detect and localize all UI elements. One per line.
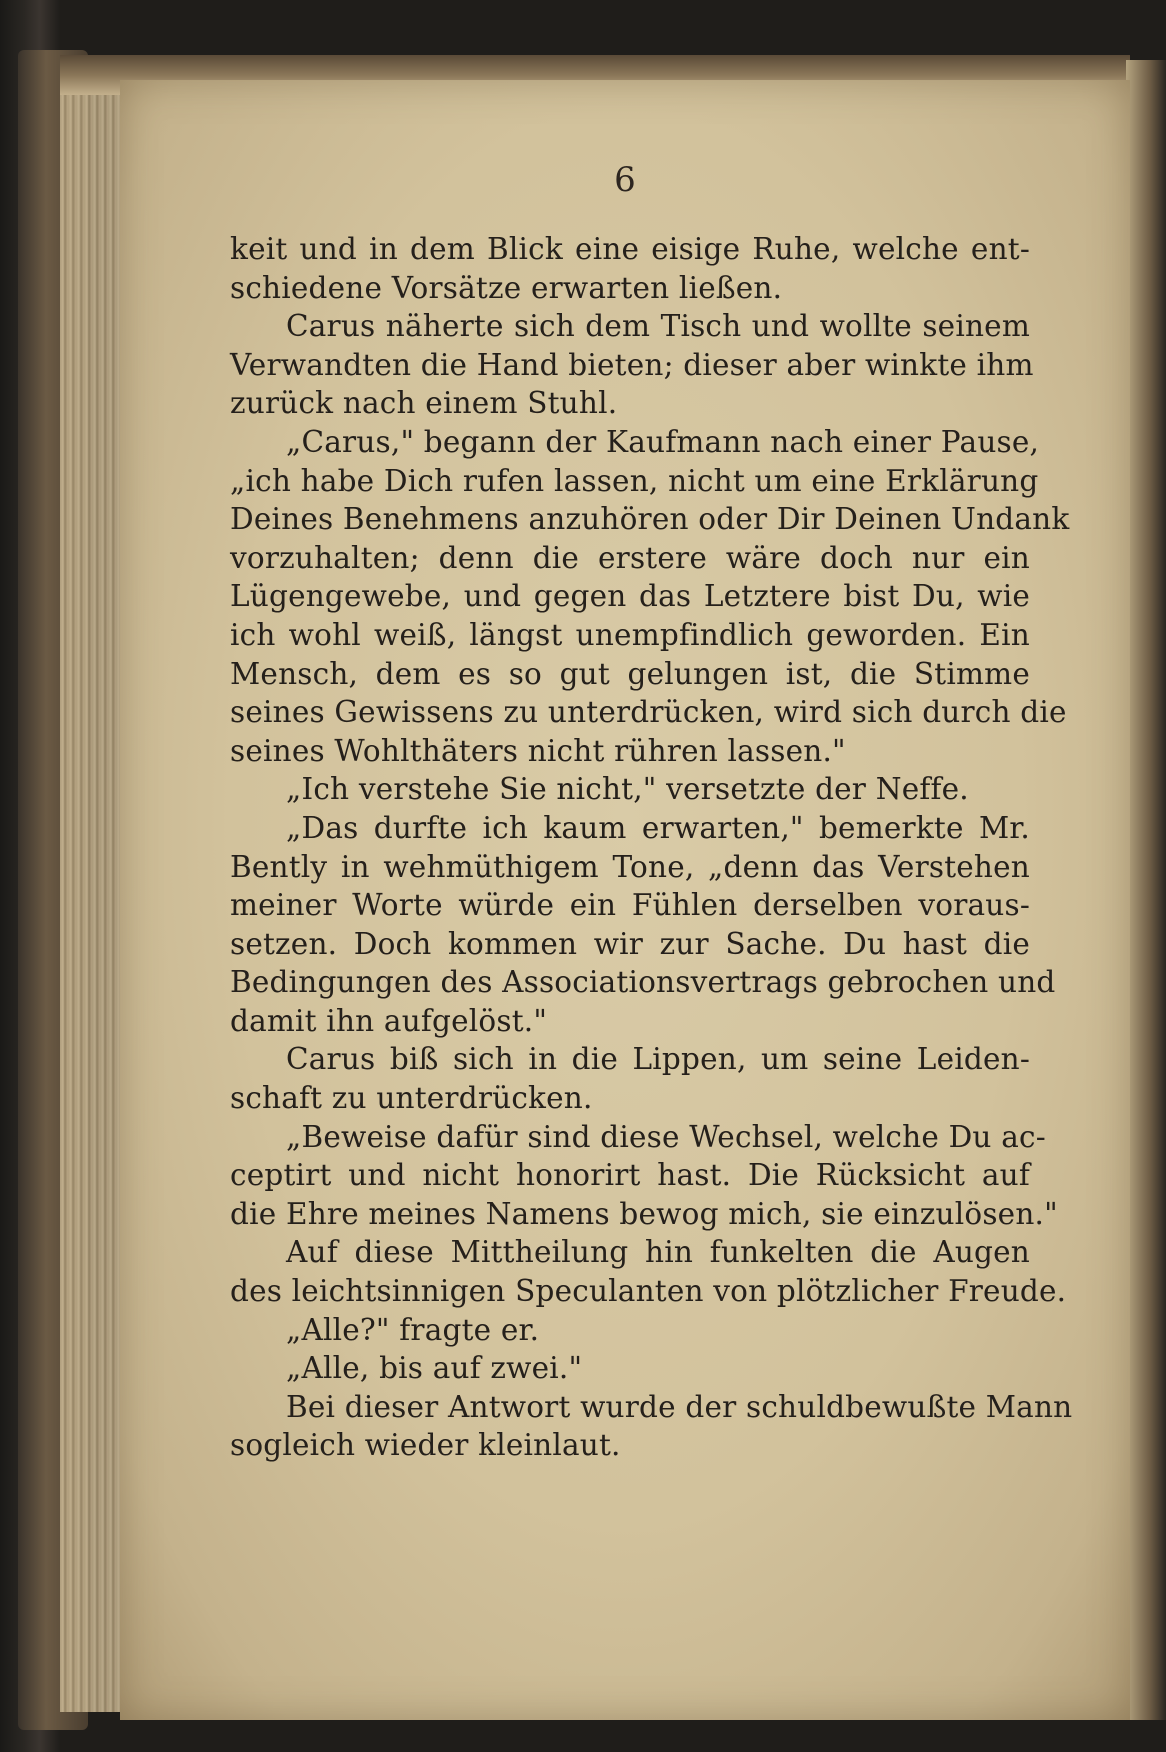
text-line: „Alle?" fragte er.	[286, 1312, 540, 1347]
text-line: Carus näherte sich dem Tisch und wollte seinem	[286, 309, 1030, 344]
text-line: ceptirt und nicht honorirt hast. Die Rücksicht auf	[230, 1158, 1030, 1193]
text-line: „Das durfte ich kaum erwarten," bemerkte Mr.	[286, 810, 1030, 845]
text-line: „Alle, bis auf zwei."	[286, 1351, 583, 1386]
text-line: Bedingungen des Associationsvertrags gebrochen und	[230, 965, 1056, 1000]
text-line: Bently in wehmüthigem Tone, „denn das Verstehen	[230, 849, 1030, 884]
text-line: des leichtsinnigen Speculanten von plötzlicher Freude.	[230, 1274, 1067, 1309]
text-line: Auf diese Mittheilung hin funkelten die Augen	[286, 1235, 1030, 1270]
text-line: „Ich verstehe Sie nicht," versetzte der Neffe.	[286, 772, 969, 807]
page-text	[230, 230, 1073, 1465]
text-line: Bei dieser Antwort wurde der schuldbewußte Mann	[286, 1389, 1073, 1424]
text-line: „Carus," begann der Kaufmann nach einer Pause,	[286, 424, 1040, 459]
page-number: 6	[614, 160, 636, 200]
text-line: damit ihn aufgelöst."	[230, 1003, 548, 1038]
text-line: setzen. Doch kommen wir zur Sache. Du hast die	[230, 926, 1030, 961]
text-line: schiedene Vorsätze erwarten ließen.	[230, 270, 783, 305]
text-line: „Beweise dafür sind diese Wechsel, welche Du ac-	[286, 1119, 1046, 1154]
text-line: Carus biß sich in die Lippen, um seine Leiden-	[286, 1042, 1030, 1077]
text-line: Verwandten die Hand bieten; dieser aber winkte ihm	[230, 347, 1034, 382]
text-line: Mensch, dem es so gut gelungen ist, die Stimme	[230, 656, 1030, 691]
text-line: „ich habe Dich rufen lassen, nicht um eine Erklärung	[230, 463, 1039, 498]
text-line: seines Gewissens zu unterdrücken, wird sich durch die	[230, 695, 1067, 730]
text-line: sogleich wieder kleinlaut.	[230, 1428, 621, 1463]
text-line: Deines Benehmens anzuhören oder Dir Deinen Undank	[230, 502, 1070, 537]
text-line: die Ehre meines Namens bewog mich, sie einzulösen."	[230, 1196, 1058, 1231]
text-line: keit und in dem Blick eine eisige Ruhe, welche ent-	[230, 232, 1030, 266]
text-line: zurück nach einem Stuhl.	[230, 386, 618, 421]
book-cover-right-edge	[1126, 60, 1166, 1720]
text-line: vorzuhalten; denn die erstere wäre doch nur ein	[230, 540, 1030, 575]
text-line: seines Wohlthäters nicht rühren lassen."	[230, 733, 846, 768]
text-line: ich wohl weiß, längst unempfindlich geworden. Ein	[230, 617, 1030, 652]
text-line: Lügengewebe, und gegen das Letztere bist Du, wie	[230, 579, 1030, 614]
text-line: schaft zu unterdrücken.	[230, 1081, 593, 1116]
book-page	[120, 80, 1130, 1720]
text-line: meiner Worte würde ein Fühlen derselben voraus-	[230, 888, 1030, 923]
